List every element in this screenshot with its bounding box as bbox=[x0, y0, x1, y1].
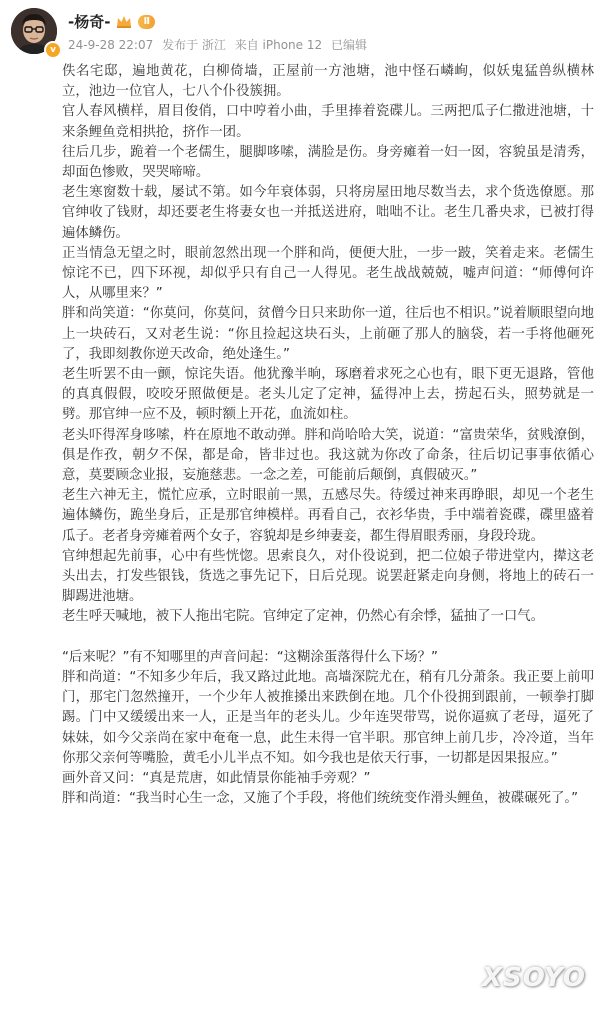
post-location: 发布于 浙江 bbox=[162, 38, 226, 52]
post-device[interactable]: 来自 iPhone 12 bbox=[234, 38, 323, 52]
post-meta bbox=[68, 36, 372, 53]
author-name[interactable]: -杨奇- bbox=[68, 13, 111, 31]
post-paragraph: 胖和尚道：“我当时心生一念，又施了个手段，将他们统统变作滑头鲤鱼，被碟碾死了。” bbox=[62, 791, 579, 807]
post-paragraph: “后来呢？”有不知哪里的声音问起：“这糊涂蛋落得什么下场？” bbox=[62, 649, 438, 665]
post-paragraph: 老生六神无主，慌忙应承，立时眼前一黑，五感尽失。待缓过神来再睁眼，却见一个老生遍体鳞伤，跪坐身后，正是那官绅模样。再看自己，衣衫华贵，手中端着瓷碟，碟里盛着瓜子。老者身旁瘫着两个女子，容貌却是乡绅妻妾，都生得眉眼秀丽，身段玲珑。 bbox=[62, 488, 594, 544]
crown-icon bbox=[116, 15, 132, 29]
verified-badge-icon: v bbox=[44, 41, 62, 59]
level-badge: Ⅱ bbox=[138, 15, 155, 29]
post-paragraph: 老生呼天喊地，被下人拖出宅院。官绅定了定神，仍然心有余悸，猛抽了一口气。 bbox=[62, 609, 545, 625]
post-paragraph: 正当情急无望之时，眼前忽然出现一个胖和尚，便便大肚，一步一跛，笑着走来。老儒生惊诧不已，四下环视，却似乎只有自己一人得见。老生战战兢兢，嘘声问道：“师傅何许人，从哪里来？” bbox=[62, 245, 594, 302]
post-time: 24-9-28 22:07 bbox=[68, 38, 154, 52]
post-paragraph: 官绅想起先前事，心中有些恍惚。思索良久，对仆役说到，把二位娘子带进堂内，撵这老头出去，打发些银钱，货选之事先记下，日后兑现。说罢赶紧走向身侧，将地上的砖石一脚踢进池塘。 bbox=[62, 548, 594, 605]
post-paragraph: 佚名宅邸，遍地黄花，白柳倚墙，正屋前一方池塘，池中怪石嶙峋，似妖鬼猛兽纵横林立，池边一位官人，七八个仆役簇拥。 bbox=[62, 64, 594, 100]
post-paragraph: 官人春风横样，眉目俊俏，口中哼着小曲，手里捧着瓷碟儿。三两把瓜子仁撒进池塘，十来条鲤鱼竞相拱抢，挤作一团。 bbox=[62, 104, 594, 140]
post-body bbox=[62, 62, 594, 809]
post-paragraph: 胖和尚道：“不知多少年后，我又路过此地。高墙深院尤在，稍有几分萧条。我正要上前叩门，那宅门忽然撞开，一个少年人被推搡出来跌倒在地。几个仆役拥到跟前，一顿拳打脚踢。门中又缓缓出来一人，正是当年的老头儿。少年连哭带骂，说你逼疯了老母，逼死了妹妹，如今父亲尚在家中奄奄一息，此生未得一官半职。那官绅上前几步，冷冷道，当年你那父亲何等嘴脸，黄毛小儿半点不知。如今我也是依天行事，一切都是因果报应。” bbox=[62, 669, 594, 766]
post-paragraph: 老头吓得浑身哆嗦，杵在原地不敢动弹。胖和尚哈哈大笑，说道：“富贵荣华，贫贱潦倒，俱是作孜，朝夕不保，都是命，皆非过也。我这就为你改了命条，往后切记事事依循心意，莫要顾念业报，妄施慈悲。一念之差，可能前后颠倒，真假破灭。” bbox=[62, 427, 594, 484]
post-paragraph: 胖和尚笑道：“你莫问，你莫问，贫僧今日只来助你一道，往后也不相识。”说着顺眼望向地上一块砖石，又对老生说：“你且捡起这块石头，上前砸了那人的脑袋，若一手将他砸死了，我即刻教你逆天改命，绝处逢生。” bbox=[62, 306, 594, 362]
post-header bbox=[0, 0, 600, 62]
post-paragraph: 老生寒窗数十载，屡试不第。如今年衰体弱，只将房屋田地尽数当去，求个货选僚愿。那官绅收了钱财，却还要老生将妻女也一并抵送进府，咄咄不让。老生几番央求，已被打得遍体鳞伤。 bbox=[62, 185, 594, 241]
post-edited-label[interactable]: 已编辑 bbox=[330, 38, 367, 52]
watermark-logo: XSOYO bbox=[482, 963, 586, 993]
author-name-row bbox=[68, 11, 155, 32]
post-paragraph: 画外音又问：“真是荒唐，如此情景你能袖手旁观？” bbox=[62, 770, 371, 786]
post-paragraph: 往后几步，跪着一个老儒生，腿脚哆嗦，满脸是伤。身旁瘫着一妇一囡，容貌虽是清秀，却面色惨败，哭哭啼啼。 bbox=[62, 144, 594, 181]
post-paragraph: 老生听罢不由一颤，惊诧失语。他犹豫半晌，琢磨着求死之心也有，眼下更无退路，管他的真真假假，咬咬牙照做便是。老头儿定了定神，猛得冲上去，捞起石头，照势就是一劈。那官绅一应不及，顿时额上开花，血流如柱。 bbox=[62, 367, 594, 423]
